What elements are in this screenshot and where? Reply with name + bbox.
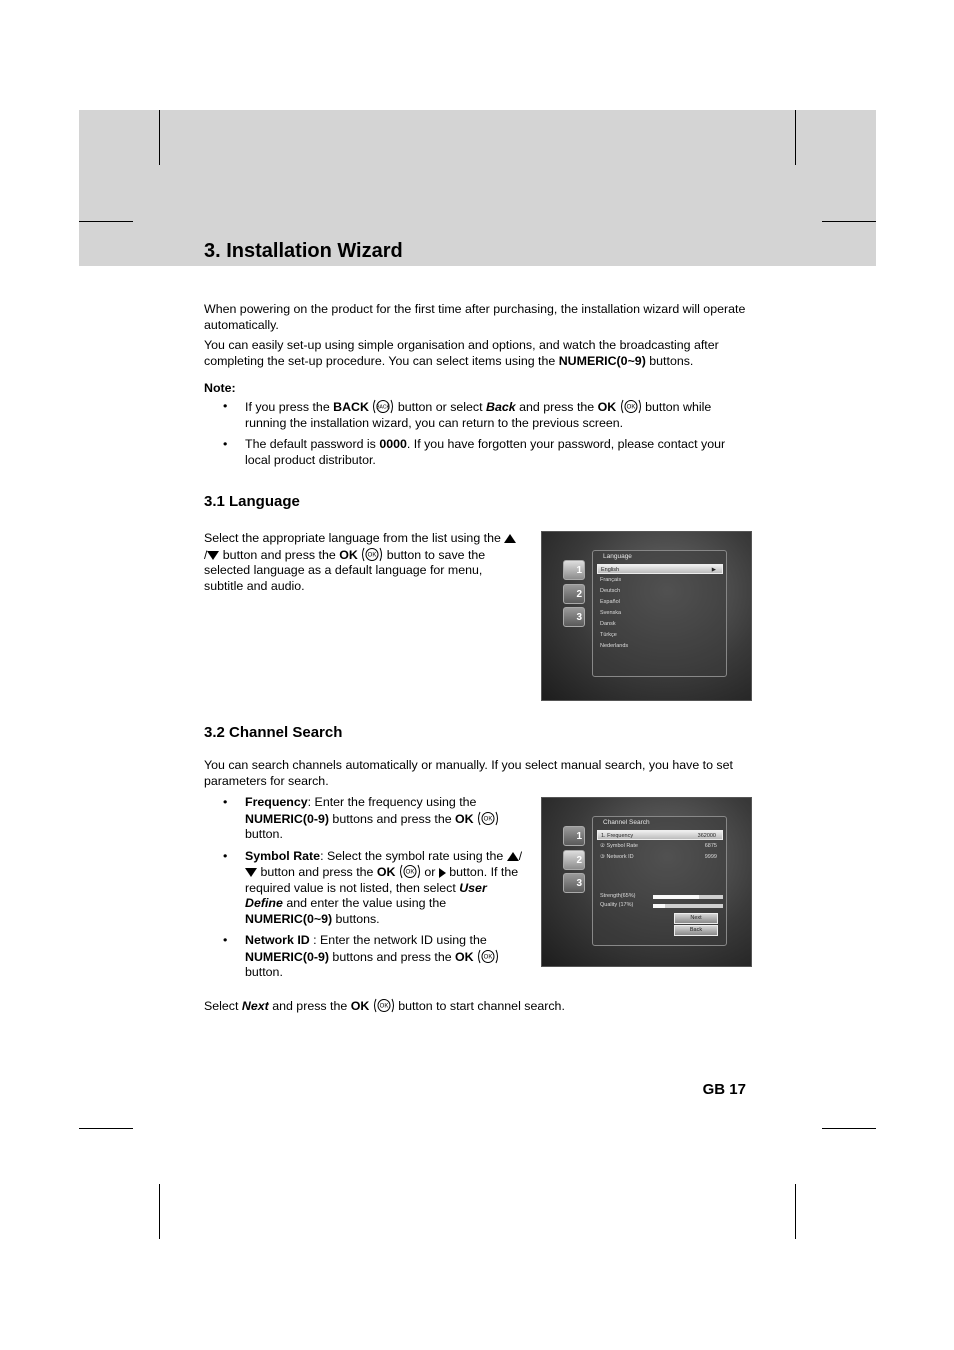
section-heading-channel-search: 3.2 Channel Search	[204, 724, 343, 741]
param-symbol-rate: • Symbol Rate: Select the symbol rate using the / button and press the OK OK or button. If the required value is not listed, then select User Define and enter the value using the NUMERIC(0~9) buttons.	[204, 849, 524, 928]
language-option[interactable]: Español	[600, 599, 620, 605]
language-option[interactable]: Français	[600, 577, 622, 583]
arrow-right-icon: ▶	[711, 567, 716, 573]
section-heading-language: 3.1 Language	[204, 493, 300, 510]
ok-button-icon	[477, 811, 499, 826]
down-arrow-icon	[245, 868, 257, 877]
next-button[interactable]: Next	[674, 913, 718, 924]
language-option[interactable]: Svenska	[600, 610, 622, 616]
strength-bar-fill	[653, 895, 699, 899]
language-screenshot	[541, 531, 752, 701]
crop-mark	[159, 1184, 160, 1239]
down-arrow-icon	[207, 551, 219, 560]
language-menu	[592, 550, 727, 677]
crop-mark	[795, 110, 796, 165]
note-label: Note:	[204, 381, 236, 395]
symbol-rate-row[interactable]: ② Symbol Rate 6875	[600, 843, 717, 849]
channel-search-intro: You can search channels automatically or manually. If you select manual search, you have to set parameters for search.	[204, 758, 733, 788]
param-frequency: • Frequency: Enter the frequency using the NUMERIC(0-9) buttons and press the OK OK button.	[204, 795, 524, 843]
crop-mark	[79, 1128, 133, 1129]
wizard-tab-3: 3	[563, 607, 585, 627]
quality-bar-fill	[653, 904, 665, 908]
channel-search-list	[204, 795, 524, 987]
chapter-title: 3. Installation Wizard	[204, 240, 403, 262]
svg-text:OK: OK	[626, 404, 635, 411]
crop-mark	[795, 1184, 796, 1239]
param-network-id: • Network ID : Enter the network ID using the NUMERIC(0-9) buttons and press the OK OK button.	[204, 933, 524, 981]
svg-text:OK: OK	[483, 816, 493, 822]
wizard-tab-1: 1	[563, 826, 585, 846]
ok-button-icon	[399, 864, 421, 879]
page-number: GB 17	[702, 1081, 746, 1098]
svg-text:OK: OK	[367, 552, 377, 558]
channel-search-outro: Select Next and press the OK OK button to start channel search.	[204, 999, 565, 1013]
note-list	[204, 399, 754, 474]
channel-search-screenshot	[541, 797, 752, 967]
ok-button-icon	[477, 949, 499, 964]
ok-button-icon	[361, 547, 383, 562]
network-id-row[interactable]: ③ Network ID 9999	[600, 854, 717, 860]
svg-text:OK: OK	[379, 1003, 389, 1010]
wizard-tab-3: 3	[563, 873, 585, 893]
intro-paragraph-2: You can easily set-up using simple organisation and options, and watch the broadcasting after completing the set-up procedure. You can select items using the NUMERIC(0~9) buttons.	[204, 338, 719, 368]
note-item: • If you press the BACK BACK button or select Back and press the OK OK button while running the installation wizard, you can return to the previous screen.	[204, 399, 754, 431]
crop-mark	[822, 1128, 876, 1129]
language-paragraph: Select the appropriate language from the list using the / button and press the OK OK button to save the selected language as a default language for menu, subtitle and audio.	[204, 531, 519, 594]
svg-text:OK: OK	[483, 954, 493, 960]
svg-text:OK: OK	[405, 869, 415, 876]
channel-search-menu	[592, 816, 727, 946]
intro-paragraph: When powering on the product for the first time after purchasing, the installation wizard will operate automatically.	[204, 302, 746, 332]
up-arrow-icon	[504, 534, 516, 543]
ok-button-icon	[620, 399, 642, 414]
header-band	[79, 110, 876, 266]
back-button-icon	[372, 399, 394, 414]
language-option[interactable]: English ▶	[597, 564, 723, 574]
wizard-tab-2: 2	[563, 584, 585, 604]
note-item: • The default password is 0000. If you have forgotten your password, please contact your local product distributor.	[204, 437, 754, 468]
menu-title: Channel Search	[603, 819, 650, 826]
right-arrow-icon	[439, 868, 446, 878]
language-option[interactable]: Dansk	[600, 621, 616, 627]
wizard-tab-1: 1	[563, 560, 585, 580]
wizard-tab-2: 2	[563, 850, 585, 870]
svg-text:BACK: BACK	[376, 404, 391, 411]
language-option[interactable]: Deutsch	[600, 588, 621, 594]
strength-label: Strength(65%)	[600, 893, 636, 899]
up-arrow-icon	[507, 852, 519, 861]
language-option[interactable]: Nederlands	[600, 643, 629, 649]
frequency-row[interactable]: 1. Frequency 362000	[597, 830, 723, 840]
crop-mark	[159, 110, 160, 165]
header-divider	[157, 266, 797, 268]
menu-title: Language	[603, 553, 632, 560]
crop-mark	[79, 221, 133, 222]
quality-label: Quality (17%)	[600, 902, 634, 908]
ok-button-icon	[373, 998, 395, 1013]
crop-mark	[822, 221, 876, 222]
back-button[interactable]: Back	[674, 925, 718, 936]
language-option[interactable]: Türkçe	[600, 632, 617, 638]
